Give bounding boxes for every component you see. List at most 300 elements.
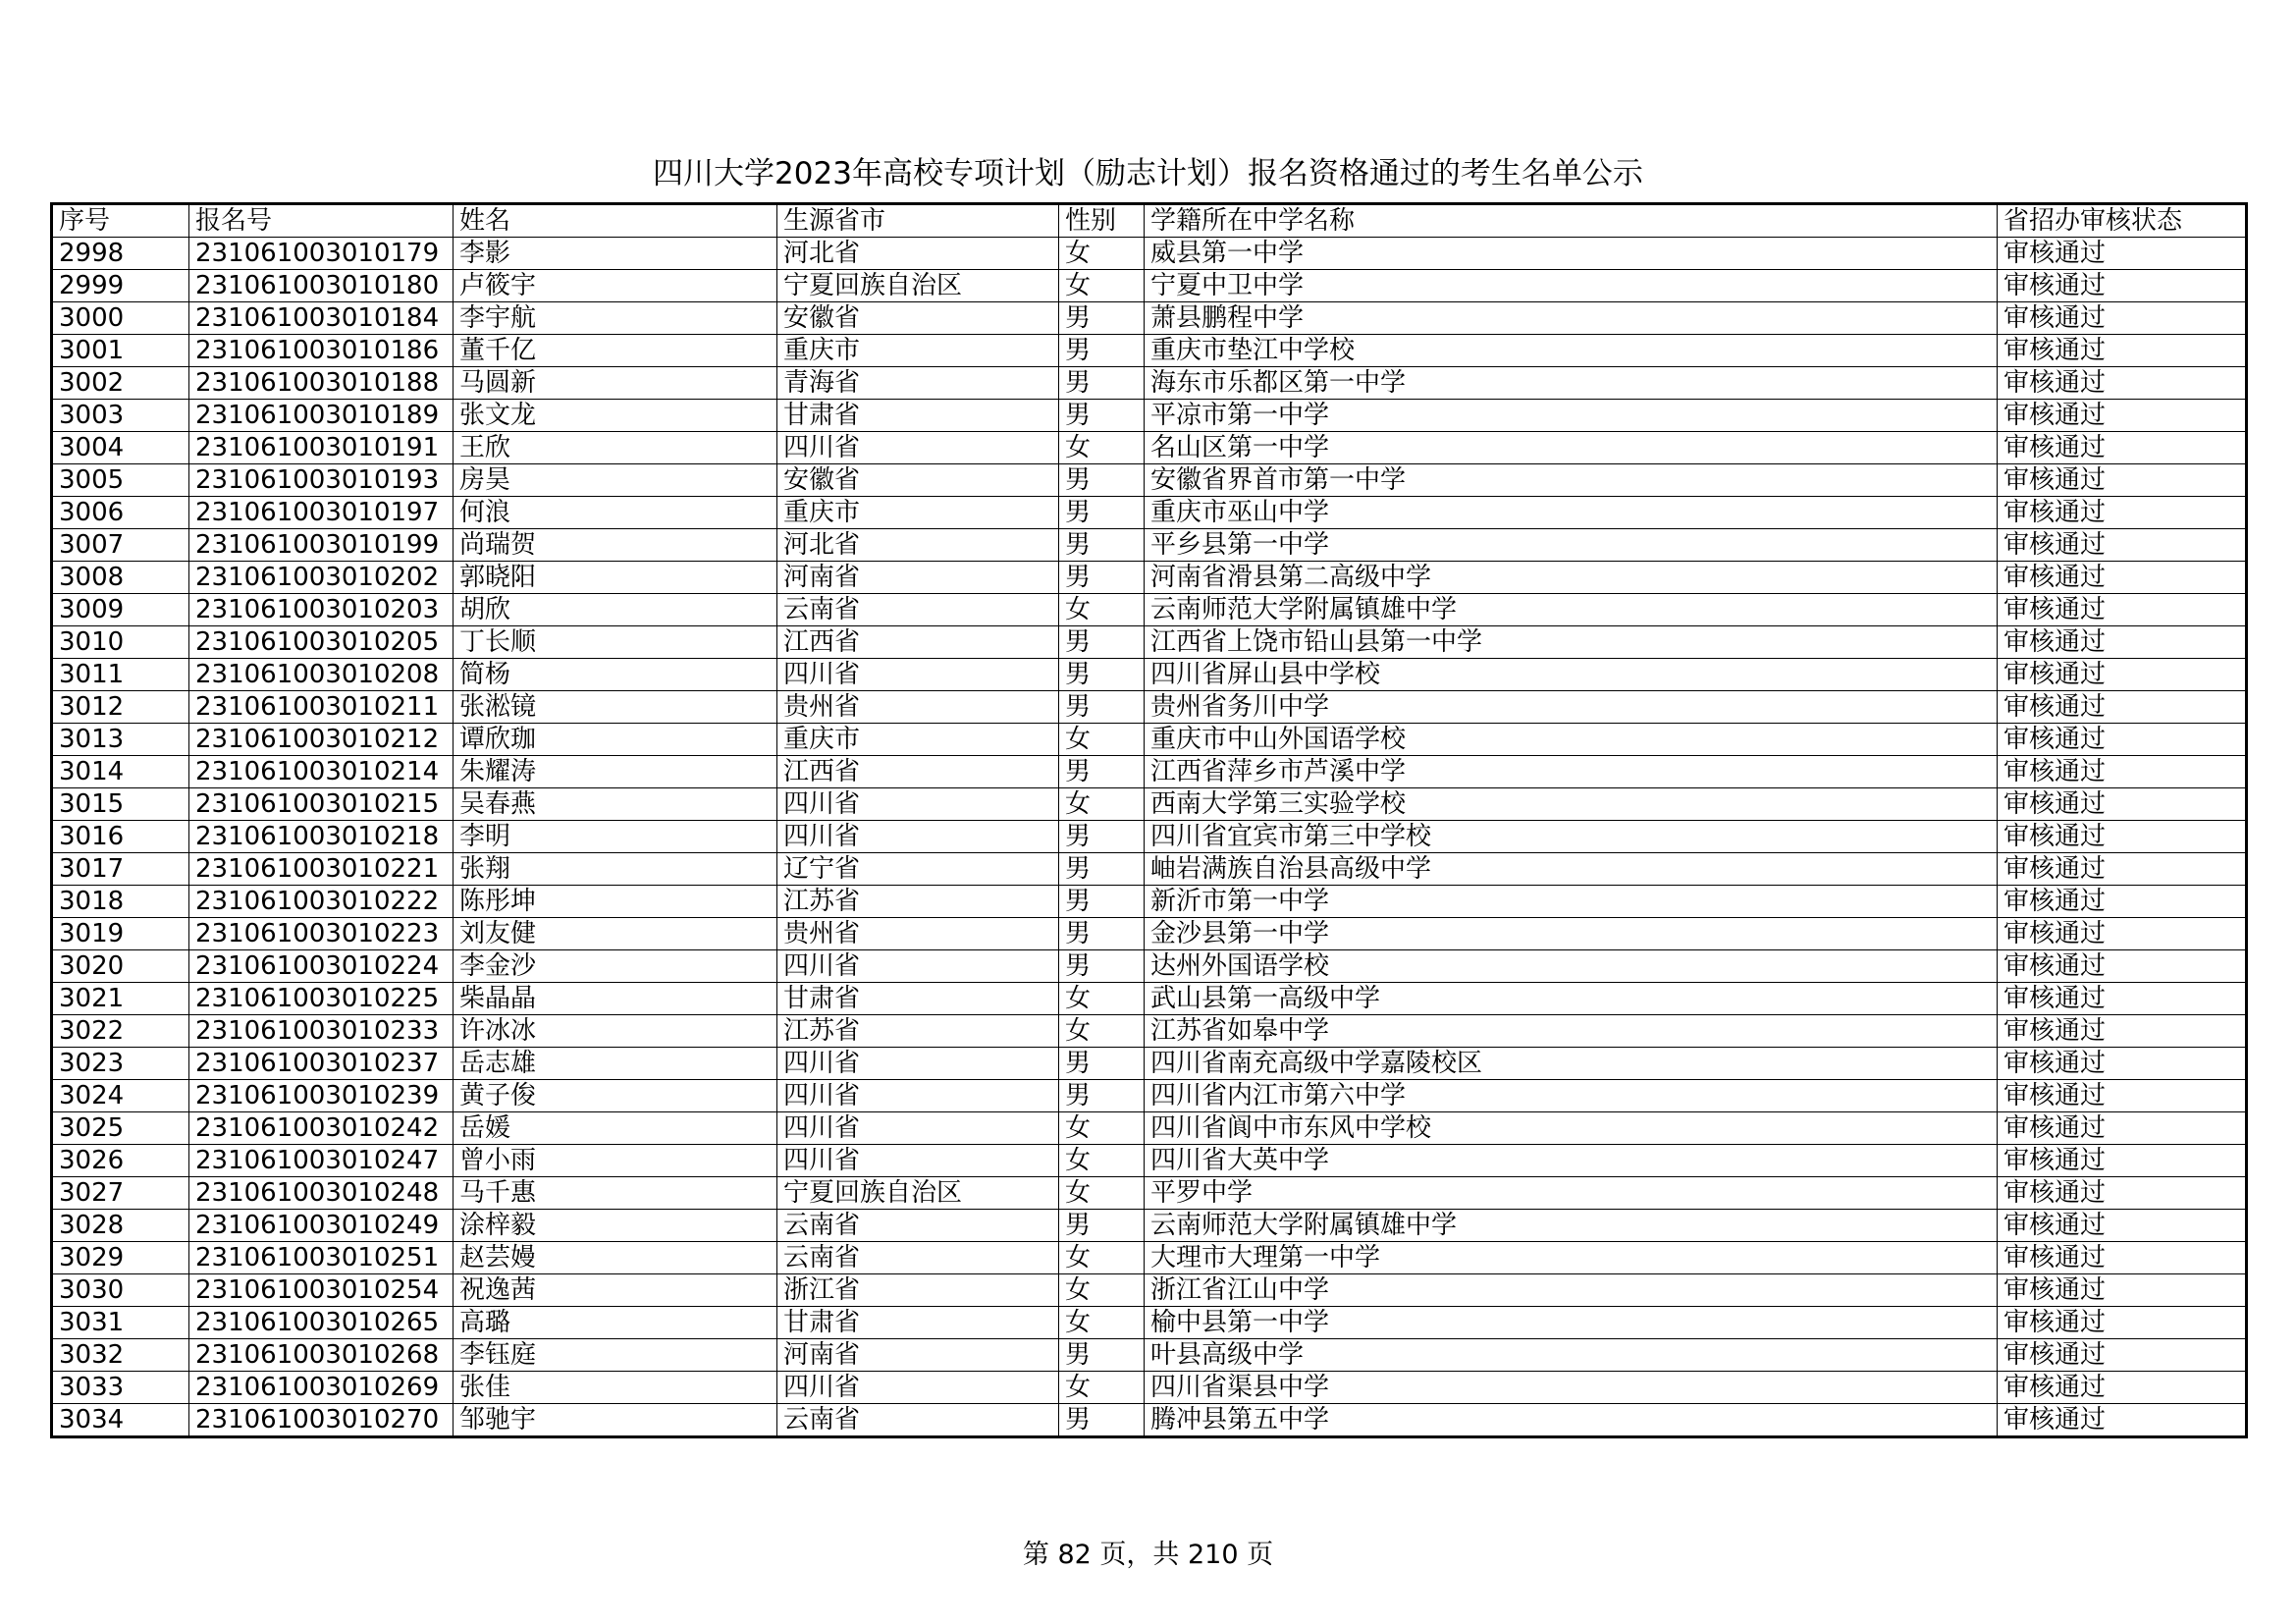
cell-name: 曾小雨 bbox=[454, 1145, 777, 1177]
cell-review-status: 审核通过 bbox=[1998, 238, 2247, 270]
cell-name: 邹驰宇 bbox=[454, 1404, 777, 1437]
cell-school-name: 四川省大英中学 bbox=[1145, 1145, 1998, 1177]
table-row bbox=[52, 853, 2247, 886]
cell-registration-number: 231061003010225 bbox=[189, 983, 454, 1015]
candidate-table bbox=[50, 202, 2248, 1438]
table-row bbox=[52, 918, 2247, 950]
cell-registration-number: 231061003010237 bbox=[189, 1048, 454, 1080]
cell-serial-number: 3021 bbox=[52, 983, 189, 1015]
cell-review-status: 审核通过 bbox=[1998, 1112, 2247, 1145]
cell-gender: 男 bbox=[1059, 1404, 1145, 1437]
cell-registration-number: 231061003010247 bbox=[189, 1145, 454, 1177]
cell-review-status: 审核通过 bbox=[1998, 1404, 2247, 1437]
cell-name: 谭欣珈 bbox=[454, 724, 777, 756]
cell-gender: 男 bbox=[1059, 367, 1145, 400]
cell-serial-number: 3024 bbox=[52, 1080, 189, 1112]
cell-registration-number: 231061003010189 bbox=[189, 400, 454, 432]
table-row bbox=[52, 270, 2247, 302]
cell-serial-number: 3027 bbox=[52, 1177, 189, 1210]
cell-gender: 女 bbox=[1059, 1372, 1145, 1404]
table-row bbox=[52, 1404, 2247, 1437]
cell-school-name: 达州外国语学校 bbox=[1145, 950, 1998, 983]
cell-serial-number: 3032 bbox=[52, 1339, 189, 1372]
cell-review-status: 审核通过 bbox=[1998, 464, 2247, 497]
cell-serial-number: 3026 bbox=[52, 1145, 189, 1177]
cell-school-name: 四川省阆中市东风中学校 bbox=[1145, 1112, 1998, 1145]
table-row bbox=[52, 1274, 2247, 1307]
cell-gender: 男 bbox=[1059, 562, 1145, 594]
cell-registration-number: 231061003010224 bbox=[189, 950, 454, 983]
cell-gender: 男 bbox=[1059, 1048, 1145, 1080]
header-school-name: 学籍所在中学名称 bbox=[1145, 204, 1998, 238]
cell-school-name: 贵州省务川中学 bbox=[1145, 691, 1998, 724]
cell-name: 李钰庭 bbox=[454, 1339, 777, 1372]
cell-school-name: 海东市乐都区第一中学 bbox=[1145, 367, 1998, 400]
cell-review-status: 审核通过 bbox=[1998, 594, 2247, 626]
cell-review-status: 审核通过 bbox=[1998, 335, 2247, 367]
cell-origin-province: 云南省 bbox=[777, 1242, 1059, 1274]
cell-school-name: 四川省宜宾市第三中学校 bbox=[1145, 821, 1998, 853]
cell-serial-number: 2999 bbox=[52, 270, 189, 302]
cell-review-status: 审核通过 bbox=[1998, 1080, 2247, 1112]
cell-origin-province: 四川省 bbox=[777, 950, 1059, 983]
cell-school-name: 重庆市中山外国语学校 bbox=[1145, 724, 1998, 756]
cell-review-status: 审核通过 bbox=[1998, 562, 2247, 594]
cell-serial-number: 3018 bbox=[52, 886, 189, 918]
cell-registration-number: 231061003010254 bbox=[189, 1274, 454, 1307]
cell-name: 张文龙 bbox=[454, 400, 777, 432]
cell-school-name: 威县第一中学 bbox=[1145, 238, 1998, 270]
cell-name: 胡欣 bbox=[454, 594, 777, 626]
cell-origin-province: 四川省 bbox=[777, 1080, 1059, 1112]
cell-registration-number: 231061003010203 bbox=[189, 594, 454, 626]
cell-review-status: 审核通过 bbox=[1998, 1015, 2247, 1048]
cell-serial-number: 3013 bbox=[52, 724, 189, 756]
table-row bbox=[52, 950, 2247, 983]
cell-serial-number: 3002 bbox=[52, 367, 189, 400]
cell-registration-number: 231061003010180 bbox=[189, 270, 454, 302]
table-row bbox=[52, 302, 2247, 335]
cell-name: 涂梓毅 bbox=[454, 1210, 777, 1242]
cell-review-status: 审核通过 bbox=[1998, 529, 2247, 562]
cell-serial-number: 3025 bbox=[52, 1112, 189, 1145]
cell-origin-province: 重庆市 bbox=[777, 497, 1059, 529]
cell-name: 董千亿 bbox=[454, 335, 777, 367]
cell-review-status: 审核通过 bbox=[1998, 983, 2247, 1015]
cell-origin-province: 河北省 bbox=[777, 238, 1059, 270]
cell-gender: 男 bbox=[1059, 464, 1145, 497]
cell-gender: 男 bbox=[1059, 335, 1145, 367]
cell-gender: 女 bbox=[1059, 238, 1145, 270]
cell-registration-number: 231061003010202 bbox=[189, 562, 454, 594]
cell-name: 张佳 bbox=[454, 1372, 777, 1404]
cell-gender: 男 bbox=[1059, 853, 1145, 886]
cell-school-name: 安徽省界首市第一中学 bbox=[1145, 464, 1998, 497]
cell-name: 李影 bbox=[454, 238, 777, 270]
cell-review-status: 审核通过 bbox=[1998, 659, 2247, 691]
cell-gender: 男 bbox=[1059, 918, 1145, 950]
table-row bbox=[52, 1339, 2247, 1372]
cell-registration-number: 231061003010179 bbox=[189, 238, 454, 270]
cell-school-name: 江苏省如皋中学 bbox=[1145, 1015, 1998, 1048]
cell-serial-number: 3017 bbox=[52, 853, 189, 886]
cell-name: 王欣 bbox=[454, 432, 777, 464]
cell-origin-province: 四川省 bbox=[777, 1112, 1059, 1145]
cell-origin-province: 云南省 bbox=[777, 1210, 1059, 1242]
table-row bbox=[52, 1015, 2247, 1048]
cell-gender: 女 bbox=[1059, 1112, 1145, 1145]
cell-gender: 女 bbox=[1059, 1145, 1145, 1177]
table-row bbox=[52, 335, 2247, 367]
cell-review-status: 审核通过 bbox=[1998, 1242, 2247, 1274]
cell-registration-number: 231061003010270 bbox=[189, 1404, 454, 1437]
table-row bbox=[52, 756, 2247, 788]
cell-school-name: 浙江省江山中学 bbox=[1145, 1274, 1998, 1307]
cell-name: 张翔 bbox=[454, 853, 777, 886]
cell-gender: 女 bbox=[1059, 432, 1145, 464]
cell-school-name: 四川省渠县中学 bbox=[1145, 1372, 1998, 1404]
cell-gender: 女 bbox=[1059, 724, 1145, 756]
table-header-row bbox=[52, 204, 2247, 238]
cell-review-status: 审核通过 bbox=[1998, 432, 2247, 464]
cell-gender: 女 bbox=[1059, 270, 1145, 302]
cell-origin-province: 四川省 bbox=[777, 821, 1059, 853]
cell-origin-province: 贵州省 bbox=[777, 918, 1059, 950]
cell-serial-number: 3004 bbox=[52, 432, 189, 464]
table-row bbox=[52, 594, 2247, 626]
header-gender: 性别 bbox=[1059, 204, 1145, 238]
cell-school-name: 金沙县第一中学 bbox=[1145, 918, 1998, 950]
cell-school-name: 四川省南充高级中学嘉陵校区 bbox=[1145, 1048, 1998, 1080]
table-row bbox=[52, 238, 2247, 270]
page-footer: 第 82 页，共 210 页 bbox=[1022, 1540, 1274, 1570]
cell-name: 马千惠 bbox=[454, 1177, 777, 1210]
cell-gender: 男 bbox=[1059, 886, 1145, 918]
cell-serial-number: 3007 bbox=[52, 529, 189, 562]
cell-name: 尚瑞贺 bbox=[454, 529, 777, 562]
cell-serial-number: 3006 bbox=[52, 497, 189, 529]
cell-review-status: 审核通过 bbox=[1998, 367, 2247, 400]
header-origin-province: 生源省市 bbox=[777, 204, 1059, 238]
cell-serial-number: 3034 bbox=[52, 1404, 189, 1437]
cell-review-status: 审核通过 bbox=[1998, 1339, 2247, 1372]
cell-origin-province: 甘肃省 bbox=[777, 400, 1059, 432]
cell-name: 李明 bbox=[454, 821, 777, 853]
table-row bbox=[52, 1307, 2247, 1339]
cell-review-status: 审核通过 bbox=[1998, 691, 2247, 724]
cell-origin-province: 江西省 bbox=[777, 756, 1059, 788]
cell-registration-number: 231061003010249 bbox=[189, 1210, 454, 1242]
cell-registration-number: 231061003010215 bbox=[189, 788, 454, 821]
cell-gender: 男 bbox=[1059, 756, 1145, 788]
cell-origin-province: 四川省 bbox=[777, 1372, 1059, 1404]
cell-serial-number: 3012 bbox=[52, 691, 189, 724]
header-name: 姓名 bbox=[454, 204, 777, 238]
cell-serial-number: 3028 bbox=[52, 1210, 189, 1242]
table-row bbox=[52, 886, 2247, 918]
cell-origin-province: 安徽省 bbox=[777, 464, 1059, 497]
cell-registration-number: 231061003010223 bbox=[189, 918, 454, 950]
table-row bbox=[52, 1210, 2247, 1242]
cell-name: 何浪 bbox=[454, 497, 777, 529]
cell-gender: 男 bbox=[1059, 497, 1145, 529]
cell-review-status: 审核通过 bbox=[1998, 302, 2247, 335]
table-row bbox=[52, 497, 2247, 529]
table-row bbox=[52, 983, 2247, 1015]
cell-origin-province: 甘肃省 bbox=[777, 983, 1059, 1015]
cell-origin-province: 辽宁省 bbox=[777, 853, 1059, 886]
cell-serial-number: 3001 bbox=[52, 335, 189, 367]
cell-serial-number: 3020 bbox=[52, 950, 189, 983]
cell-review-status: 审核通过 bbox=[1998, 724, 2247, 756]
cell-name: 丁长顺 bbox=[454, 626, 777, 659]
cell-registration-number: 231061003010222 bbox=[189, 886, 454, 918]
cell-serial-number: 3003 bbox=[52, 400, 189, 432]
cell-review-status: 审核通过 bbox=[1998, 497, 2247, 529]
table-row bbox=[52, 821, 2247, 853]
cell-school-name: 江西省上饶市铅山县第一中学 bbox=[1145, 626, 1998, 659]
cell-name: 朱耀涛 bbox=[454, 756, 777, 788]
cell-school-name: 萧县鹏程中学 bbox=[1145, 302, 1998, 335]
cell-gender: 女 bbox=[1059, 1177, 1145, 1210]
cell-serial-number: 3019 bbox=[52, 918, 189, 950]
table-row bbox=[52, 432, 2247, 464]
cell-origin-province: 云南省 bbox=[777, 1404, 1059, 1437]
cell-name: 房昊 bbox=[454, 464, 777, 497]
cell-name: 赵芸嫚 bbox=[454, 1242, 777, 1274]
cell-origin-province: 青海省 bbox=[777, 367, 1059, 400]
cell-serial-number: 3010 bbox=[52, 626, 189, 659]
cell-gender: 男 bbox=[1059, 1080, 1145, 1112]
cell-registration-number: 231061003010268 bbox=[189, 1339, 454, 1372]
cell-school-name: 岫岩满族自治县高级中学 bbox=[1145, 853, 1998, 886]
cell-gender: 男 bbox=[1059, 1339, 1145, 1372]
cell-registration-number: 231061003010248 bbox=[189, 1177, 454, 1210]
cell-name: 许冰冰 bbox=[454, 1015, 777, 1048]
cell-registration-number: 231061003010211 bbox=[189, 691, 454, 724]
cell-serial-number: 3022 bbox=[52, 1015, 189, 1048]
cell-origin-province: 四川省 bbox=[777, 788, 1059, 821]
cell-school-name: 重庆市垫江中学校 bbox=[1145, 335, 1998, 367]
cell-origin-province: 云南省 bbox=[777, 594, 1059, 626]
cell-serial-number: 3023 bbox=[52, 1048, 189, 1080]
table-row bbox=[52, 1145, 2247, 1177]
cell-serial-number: 3031 bbox=[52, 1307, 189, 1339]
cell-review-status: 审核通过 bbox=[1998, 270, 2247, 302]
cell-gender: 男 bbox=[1059, 821, 1145, 853]
cell-registration-number: 231061003010188 bbox=[189, 367, 454, 400]
document-title: 四川大学2023年高校专项计划（励志计划）报名资格通过的考生名单公示 bbox=[653, 156, 1643, 191]
table-row bbox=[52, 400, 2247, 432]
table-row bbox=[52, 562, 2247, 594]
cell-review-status: 审核通过 bbox=[1998, 1048, 2247, 1080]
cell-serial-number: 3029 bbox=[52, 1242, 189, 1274]
cell-origin-province: 河北省 bbox=[777, 529, 1059, 562]
cell-name: 卢筱宇 bbox=[454, 270, 777, 302]
cell-name: 刘友健 bbox=[454, 918, 777, 950]
table-row bbox=[52, 1112, 2247, 1145]
cell-gender: 女 bbox=[1059, 1274, 1145, 1307]
table-body bbox=[52, 238, 2247, 1437]
cell-name: 柴晶晶 bbox=[454, 983, 777, 1015]
cell-review-status: 审核通过 bbox=[1998, 853, 2247, 886]
cell-gender: 男 bbox=[1059, 302, 1145, 335]
cell-registration-number: 231061003010186 bbox=[189, 335, 454, 367]
cell-origin-province: 四川省 bbox=[777, 1145, 1059, 1177]
cell-review-status: 审核通过 bbox=[1998, 1177, 2247, 1210]
cell-gender: 女 bbox=[1059, 788, 1145, 821]
cell-gender: 男 bbox=[1059, 626, 1145, 659]
cell-serial-number: 3008 bbox=[52, 562, 189, 594]
cell-registration-number: 231061003010197 bbox=[189, 497, 454, 529]
cell-origin-province: 江苏省 bbox=[777, 886, 1059, 918]
cell-origin-province: 浙江省 bbox=[777, 1274, 1059, 1307]
cell-gender: 女 bbox=[1059, 594, 1145, 626]
cell-review-status: 审核通过 bbox=[1998, 886, 2247, 918]
cell-gender: 女 bbox=[1059, 1015, 1145, 1048]
cell-review-status: 审核通过 bbox=[1998, 918, 2247, 950]
cell-registration-number: 231061003010208 bbox=[189, 659, 454, 691]
header-review-status: 省招办审核状态 bbox=[1998, 204, 2247, 238]
cell-origin-province: 宁夏回族自治区 bbox=[777, 1177, 1059, 1210]
cell-serial-number: 3000 bbox=[52, 302, 189, 335]
cell-gender: 男 bbox=[1059, 950, 1145, 983]
cell-name: 高璐 bbox=[454, 1307, 777, 1339]
cell-origin-province: 河南省 bbox=[777, 562, 1059, 594]
cell-name: 祝逸茜 bbox=[454, 1274, 777, 1307]
cell-name: 简杨 bbox=[454, 659, 777, 691]
cell-school-name: 西南大学第三实验学校 bbox=[1145, 788, 1998, 821]
cell-school-name: 平凉市第一中学 bbox=[1145, 400, 1998, 432]
cell-registration-number: 231061003010205 bbox=[189, 626, 454, 659]
cell-school-name: 四川省内江市第六中学 bbox=[1145, 1080, 1998, 1112]
cell-gender: 男 bbox=[1059, 529, 1145, 562]
table-row bbox=[52, 367, 2247, 400]
cell-review-status: 审核通过 bbox=[1998, 626, 2247, 659]
cell-origin-province: 四川省 bbox=[777, 1048, 1059, 1080]
cell-registration-number: 231061003010242 bbox=[189, 1112, 454, 1145]
cell-origin-province: 四川省 bbox=[777, 659, 1059, 691]
cell-school-name: 腾冲县第五中学 bbox=[1145, 1404, 1998, 1437]
header-registration-number: 报名号 bbox=[189, 204, 454, 238]
cell-serial-number: 3014 bbox=[52, 756, 189, 788]
cell-school-name: 武山县第一高级中学 bbox=[1145, 983, 1998, 1015]
cell-gender: 男 bbox=[1059, 1210, 1145, 1242]
cell-school-name: 平罗中学 bbox=[1145, 1177, 1998, 1210]
cell-school-name: 江西省萍乡市芦溪中学 bbox=[1145, 756, 1998, 788]
cell-registration-number: 231061003010184 bbox=[189, 302, 454, 335]
cell-name: 张淞镜 bbox=[454, 691, 777, 724]
cell-origin-province: 甘肃省 bbox=[777, 1307, 1059, 1339]
table-row bbox=[52, 788, 2247, 821]
table-row bbox=[52, 659, 2247, 691]
cell-registration-number: 231061003010221 bbox=[189, 853, 454, 886]
cell-registration-number: 231061003010212 bbox=[189, 724, 454, 756]
table-row bbox=[52, 529, 2247, 562]
table-row bbox=[52, 724, 2247, 756]
cell-school-name: 叶县高级中学 bbox=[1145, 1339, 1998, 1372]
cell-name: 黄子俊 bbox=[454, 1080, 777, 1112]
cell-registration-number: 231061003010239 bbox=[189, 1080, 454, 1112]
cell-origin-province: 河南省 bbox=[777, 1339, 1059, 1372]
cell-registration-number: 231061003010193 bbox=[189, 464, 454, 497]
cell-review-status: 审核通过 bbox=[1998, 756, 2247, 788]
cell-origin-province: 重庆市 bbox=[777, 335, 1059, 367]
cell-origin-province: 贵州省 bbox=[777, 691, 1059, 724]
cell-name: 岳媛 bbox=[454, 1112, 777, 1145]
cell-review-status: 审核通过 bbox=[1998, 1145, 2247, 1177]
cell-name: 李金沙 bbox=[454, 950, 777, 983]
cell-gender: 男 bbox=[1059, 691, 1145, 724]
cell-serial-number: 3033 bbox=[52, 1372, 189, 1404]
cell-registration-number: 231061003010191 bbox=[189, 432, 454, 464]
cell-name: 李宇航 bbox=[454, 302, 777, 335]
table-row bbox=[52, 691, 2247, 724]
cell-gender: 男 bbox=[1059, 400, 1145, 432]
cell-review-status: 审核通过 bbox=[1998, 821, 2247, 853]
cell-registration-number: 231061003010233 bbox=[189, 1015, 454, 1048]
cell-registration-number: 231061003010251 bbox=[189, 1242, 454, 1274]
cell-serial-number: 3009 bbox=[52, 594, 189, 626]
cell-name: 岳志雄 bbox=[454, 1048, 777, 1080]
cell-registration-number: 231061003010214 bbox=[189, 756, 454, 788]
cell-review-status: 审核通过 bbox=[1998, 788, 2247, 821]
cell-serial-number: 3011 bbox=[52, 659, 189, 691]
cell-serial-number: 3005 bbox=[52, 464, 189, 497]
cell-name: 吴春燕 bbox=[454, 788, 777, 821]
cell-origin-province: 重庆市 bbox=[777, 724, 1059, 756]
cell-school-name: 榆中县第一中学 bbox=[1145, 1307, 1998, 1339]
table-row bbox=[52, 626, 2247, 659]
header-serial-number: 序号 bbox=[52, 204, 189, 238]
cell-school-name: 河南省滑县第二高级中学 bbox=[1145, 562, 1998, 594]
cell-review-status: 审核通过 bbox=[1998, 1274, 2247, 1307]
cell-registration-number: 231061003010265 bbox=[189, 1307, 454, 1339]
cell-school-name: 重庆市巫山中学 bbox=[1145, 497, 1998, 529]
cell-gender: 女 bbox=[1059, 1242, 1145, 1274]
cell-review-status: 审核通过 bbox=[1998, 400, 2247, 432]
cell-serial-number: 3030 bbox=[52, 1274, 189, 1307]
cell-review-status: 审核通过 bbox=[1998, 1210, 2247, 1242]
cell-origin-province: 江苏省 bbox=[777, 1015, 1059, 1048]
table-row bbox=[52, 464, 2247, 497]
cell-school-name: 云南师范大学附属镇雄中学 bbox=[1145, 1210, 1998, 1242]
cell-serial-number: 3015 bbox=[52, 788, 189, 821]
cell-school-name: 平乡县第一中学 bbox=[1145, 529, 1998, 562]
cell-review-status: 审核通过 bbox=[1998, 950, 2247, 983]
cell-school-name: 名山区第一中学 bbox=[1145, 432, 1998, 464]
cell-name: 陈彤坤 bbox=[454, 886, 777, 918]
cell-origin-province: 安徽省 bbox=[777, 302, 1059, 335]
cell-school-name: 四川省屏山县中学校 bbox=[1145, 659, 1998, 691]
cell-school-name: 新沂市第一中学 bbox=[1145, 886, 1998, 918]
cell-registration-number: 231061003010218 bbox=[189, 821, 454, 853]
cell-school-name: 云南师范大学附属镇雄中学 bbox=[1145, 594, 1998, 626]
cell-origin-province: 四川省 bbox=[777, 432, 1059, 464]
cell-gender: 男 bbox=[1059, 659, 1145, 691]
cell-registration-number: 231061003010269 bbox=[189, 1372, 454, 1404]
table-row bbox=[52, 1080, 2247, 1112]
table-row bbox=[52, 1242, 2247, 1274]
cell-review-status: 审核通过 bbox=[1998, 1372, 2247, 1404]
cell-origin-province: 江西省 bbox=[777, 626, 1059, 659]
cell-origin-province: 宁夏回族自治区 bbox=[777, 270, 1059, 302]
cell-gender: 女 bbox=[1059, 983, 1145, 1015]
cell-school-name: 宁夏中卫中学 bbox=[1145, 270, 1998, 302]
cell-gender: 女 bbox=[1059, 1307, 1145, 1339]
cell-name: 郭晓阳 bbox=[454, 562, 777, 594]
cell-school-name: 大理市大理第一中学 bbox=[1145, 1242, 1998, 1274]
